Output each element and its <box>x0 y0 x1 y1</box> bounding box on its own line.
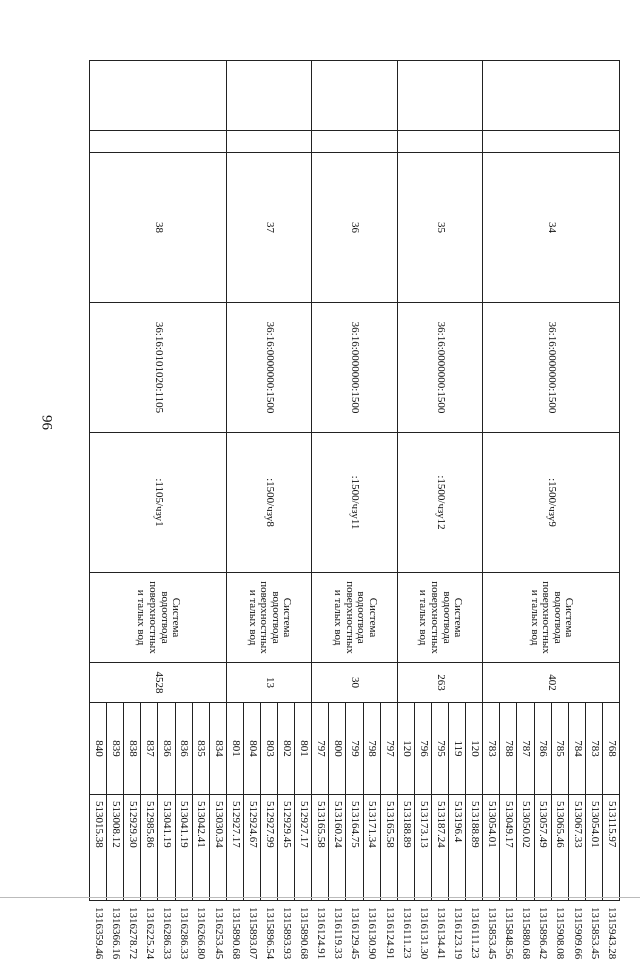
table-row: 784 513067.33 1315909.66 <box>568 61 585 901</box>
point-number-cell: 799 <box>346 703 363 795</box>
area-cell: 30 <box>312 663 397 703</box>
point-number-cell: 786 <box>534 703 551 795</box>
table-row: 836 513041.19 1316286.33 <box>175 61 192 901</box>
point-number-cell: 801 <box>226 703 243 795</box>
area-cell: 13 <box>226 663 311 703</box>
point-number-cell: 836 <box>175 703 192 795</box>
table-row: 783 513054.01 1315853.45 <box>483 61 500 901</box>
purpose-cell: Система водоотвода поверхностных и талых вод <box>226 573 311 663</box>
x-coordinate-cell: 513050.02 <box>517 795 534 901</box>
point-number-cell: 788 <box>500 703 517 795</box>
row-number-cell: 36 <box>312 153 397 303</box>
table-row: 38 36:16:0101020:1105 :1105/чзу1 Система водоотвода поверхностных и талых вод 4528 834 513030.34 1316253.45 <box>209 61 226 901</box>
cadastral-number-cell: 36:16:0101020:1105 <box>90 303 227 433</box>
x-coordinate-cell: 512929.45 <box>278 795 295 901</box>
purpose-cell: Система водоотвода поверхностных и талых вод <box>397 573 482 663</box>
table-row: 802 512929.45 1315893.93 <box>278 61 295 901</box>
x-coordinate-cell: 513165.58 <box>312 795 329 901</box>
part-designation-cell: :1500/чзу11 <box>312 433 397 573</box>
point-number-cell: 120 <box>466 703 483 795</box>
table-row: 796 513173.13 1316131.30 <box>414 61 431 901</box>
x-coordinate-cell: 513030.34 <box>209 795 226 901</box>
land-plots-table <box>89 60 620 959</box>
cadastral-number-cell: 36:16:0000000:1500 <box>226 303 311 433</box>
point-number-cell: 797 <box>312 703 329 795</box>
x-coordinate-cell: 513067.33 <box>568 795 585 901</box>
cadastral-number-cell: 36:16:0000000:1500 <box>312 303 397 433</box>
point-number-cell: 835 <box>192 703 209 795</box>
blank-narrow-cell <box>226 131 311 153</box>
part-designation-cell: :1500/чзу8 <box>226 433 311 573</box>
point-number-cell: 839 <box>107 703 124 795</box>
point-number-cell: 784 <box>568 703 585 795</box>
table-row: 839 513008.12 1316366.16 <box>107 61 124 901</box>
point-number-cell: 768 <box>602 703 619 795</box>
x-coordinate-cell: 513042.41 <box>192 795 209 901</box>
point-number-cell: 783 <box>585 703 602 795</box>
blank-cell <box>90 61 227 131</box>
page-bottom-rule <box>0 897 640 898</box>
row-number-cell: 38 <box>90 153 227 303</box>
x-coordinate-cell: 512924.67 <box>243 795 260 901</box>
point-number-cell: 119 <box>449 703 466 795</box>
table-row: 798 513171.34 1316130.90 <box>363 61 380 901</box>
table-row: 785 513065.46 1315908.08 <box>551 61 568 901</box>
table-row: 799 513164.75 1316129.45 <box>346 61 363 901</box>
x-coordinate-cell: 513015.38 <box>90 795 107 901</box>
purpose-cell: Система водоотвода поверхностных и талых вод <box>312 573 397 663</box>
point-number-cell: 797 <box>380 703 397 795</box>
point-number-cell: 802 <box>278 703 295 795</box>
table-body <box>90 61 620 959</box>
x-coordinate-cell: 513171.34 <box>363 795 380 901</box>
table-rotation-frame <box>92 60 620 959</box>
table-row: 800 513160.24 1316119.33 <box>329 61 346 901</box>
point-number-cell: 838 <box>124 703 141 795</box>
row-number-cell: 35 <box>397 153 482 303</box>
table-row: 838 512929.30 1316278.72 <box>124 61 141 901</box>
point-number-cell: 834 <box>209 703 226 795</box>
x-coordinate-cell: 513041.19 <box>175 795 192 901</box>
area-cell: 402 <box>483 663 620 703</box>
table-row: 120 513188.89 1316111.23 <box>397 61 414 901</box>
point-number-cell: 120 <box>397 703 414 795</box>
blank-cell <box>226 61 311 131</box>
table-row: 804 512924.67 1315893.07 <box>243 61 260 901</box>
x-coordinate-cell: 513188.89 <box>466 795 483 901</box>
rotated-table-container <box>92 60 640 959</box>
blank-narrow-cell <box>397 131 482 153</box>
area-cell: 4528 <box>90 663 227 703</box>
x-coordinate-cell: 513054.01 <box>483 795 500 901</box>
table-row: 836 513041.19 1316286.33 <box>158 61 175 901</box>
point-number-cell: 836 <box>158 703 175 795</box>
x-coordinate-cell: 513065.46 <box>551 795 568 901</box>
x-coordinate-cell: 513054.01 <box>585 795 602 901</box>
table-row: 788 513049.17 1315848.56 <box>500 61 517 901</box>
table-row: 787 513050.02 1315880.68 <box>517 61 534 901</box>
point-number-cell: 795 <box>431 703 448 795</box>
table-row: 803 512927.99 1315896.54 <box>261 61 278 901</box>
table-row: 37 36:16:0000000:1500 :1500/чзу8 Система водоотвода поверхностных и талых вод 13 801 512927.17 1315890.68 <box>295 61 312 901</box>
purpose-cell: Система водоотвода поверхностных и талых вод <box>90 573 227 663</box>
x-coordinate-cell: 513188.89 <box>397 795 414 901</box>
row-number-cell: 37 <box>226 153 311 303</box>
blank-cell <box>397 61 482 131</box>
table-row: 34 36:16:0000000:1500 :1500/чзу9 Система водоотвода поверхностных и талых вод 402 768 513115.97 1315943.28 <box>602 61 619 901</box>
table-row: 795 513187.24 1316134.41 <box>431 61 448 901</box>
x-coordinate-cell: 513160.24 <box>329 795 346 901</box>
blank-narrow-cell <box>90 131 227 153</box>
blank-narrow-cell <box>312 131 397 153</box>
point-number-cell: 804 <box>243 703 260 795</box>
table-row: 36 36:16:0000000:1500 :1500/чзу11 Система водоотвода поверхностных и талых вод 30 797 513165.58 1316124.91 <box>380 61 397 901</box>
blank-narrow-cell <box>483 131 620 153</box>
x-coordinate-cell: 512927.17 <box>226 795 243 901</box>
point-number-cell: 783 <box>483 703 500 795</box>
table-row: 35 36:16:0000000:1500 :1500/чзу12 Система водоотвода поверхностных и талых вод 263 120 513188.89 1316111.23 <box>466 61 483 901</box>
part-designation-cell: :1500/чзу9 <box>483 433 620 573</box>
point-number-cell: 800 <box>329 703 346 795</box>
x-coordinate-cell: 513173.13 <box>414 795 431 901</box>
part-designation-cell: :1105/чзу1 <box>90 433 227 573</box>
x-coordinate-cell: 513187.24 <box>431 795 448 901</box>
table-row: 840 513015.38 1316359.46 <box>90 61 107 901</box>
x-coordinate-cell: 512927.99 <box>261 795 278 901</box>
blank-cell <box>483 61 620 131</box>
purpose-cell: Система водоотвода поверхностных и талых вод <box>483 573 620 663</box>
x-coordinate-cell: 513164.75 <box>346 795 363 901</box>
page-number: 96 <box>38 415 55 430</box>
table-row: 783 513054.01 1315853.45 <box>585 61 602 901</box>
cadastral-number-cell: 36:16:0000000:1500 <box>397 303 482 433</box>
point-number-cell: 837 <box>141 703 158 795</box>
point-number-cell: 840 <box>90 703 107 795</box>
table-row: 786 513057.49 1315896.42 <box>534 61 551 901</box>
x-coordinate-cell: 512929.30 <box>124 795 141 901</box>
x-coordinate-cell: 513165.58 <box>380 795 397 901</box>
x-coordinate-cell: 513115.97 <box>602 795 619 901</box>
point-number-cell: 801 <box>295 703 312 795</box>
area-cell: 263 <box>397 663 482 703</box>
table-row: 119 513196.4 1316123.19 <box>449 61 466 901</box>
x-coordinate-cell: 513057.49 <box>534 795 551 901</box>
x-coordinate-cell: 512985.86 <box>141 795 158 901</box>
cadastral-number-cell: 36:16:0000000:1500 <box>483 303 620 433</box>
x-coordinate-cell: 512927.17 <box>295 795 312 901</box>
part-designation-cell: :1500/чзу12 <box>397 433 482 573</box>
table-row: 801 512927.17 1315890.68 <box>226 61 243 901</box>
x-coordinate-cell: 513008.12 <box>107 795 124 901</box>
point-number-cell: 798 <box>363 703 380 795</box>
table-row: 797 513165.58 1316124.91 <box>312 61 329 901</box>
x-coordinate-cell: 513049.17 <box>500 795 517 901</box>
x-coordinate-cell: 513041.19 <box>158 795 175 901</box>
point-number-cell: 787 <box>517 703 534 795</box>
point-number-cell: 785 <box>551 703 568 795</box>
point-number-cell: 796 <box>414 703 431 795</box>
point-number-cell: 803 <box>261 703 278 795</box>
blank-cell <box>312 61 397 131</box>
table-row: 837 512985.86 1316225.24 <box>141 61 158 901</box>
row-number-cell: 34 <box>483 153 620 303</box>
x-coordinate-cell: 513196.4 <box>449 795 466 901</box>
table-row: 835 513042.41 1316266.80 <box>192 61 209 901</box>
